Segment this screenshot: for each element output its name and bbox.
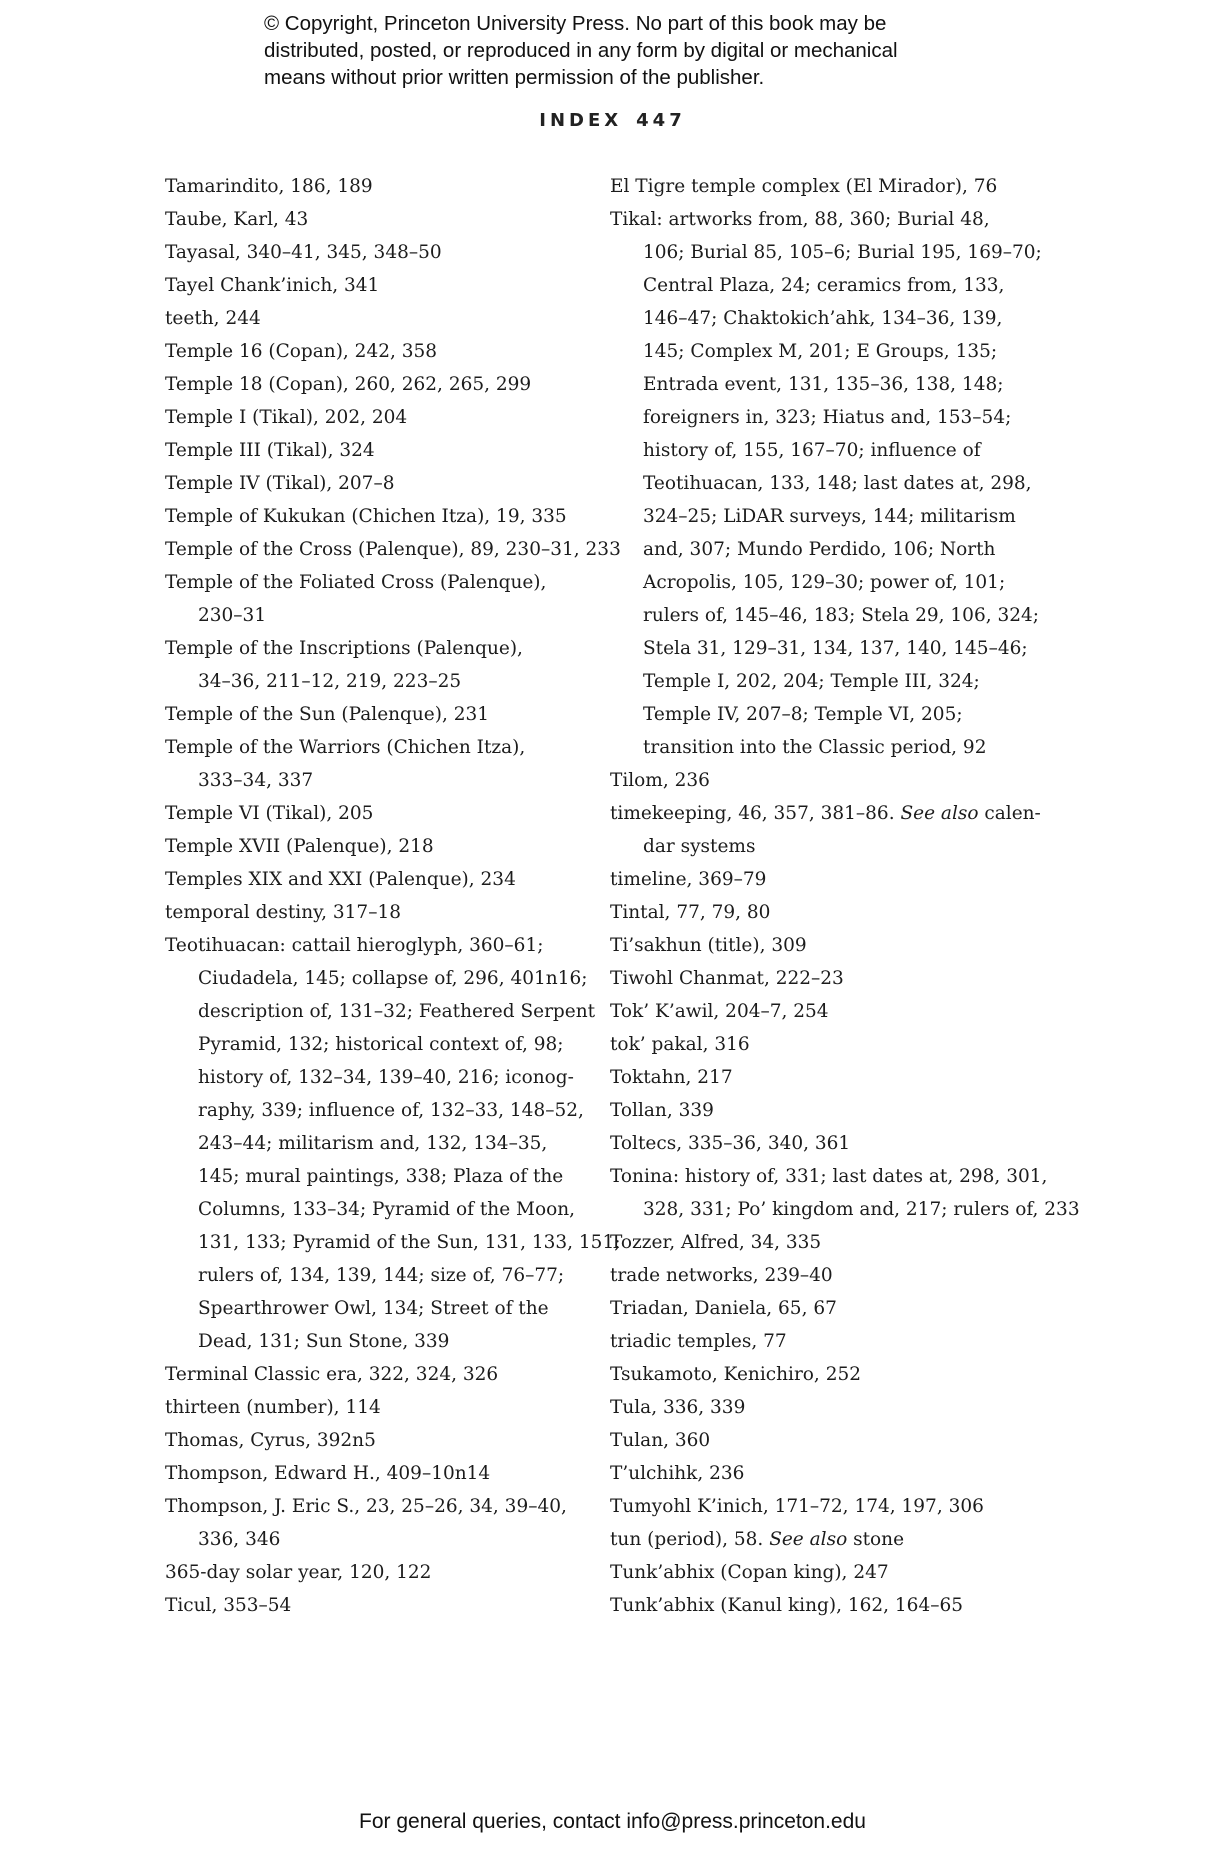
index-entry [165, 566, 595, 632]
index-entry-line: Tozzer, Alfred, 34, 335 [610, 1232, 822, 1253]
index-entry-continuation: transition into the Classic period, 92 [643, 737, 987, 758]
index-entry [610, 929, 1050, 962]
index-entry-continuation: 336, 346 [198, 1529, 281, 1550]
index-entry-continuation: raphy, 339; influence of, 132–33, 148–52, [198, 1100, 584, 1121]
cross-reference-label: See also [769, 1529, 848, 1550]
index-entry-continuation: 230–31 [198, 605, 267, 626]
index-entry-line: temporal destiny, 317–18 [165, 902, 401, 923]
index-entry-line: T’ulchihk, 236 [610, 1463, 745, 1484]
index-entry-line: 365-day solar year, 120, 122 [165, 1562, 432, 1583]
index-entry-line: Thomas, Cyrus, 392n5 [165, 1430, 376, 1451]
index-entry-line: Tonina: history of, 331; last dates at, 298, 301, [610, 1166, 1048, 1187]
index-entry [610, 962, 1050, 995]
index-entry [610, 1490, 1050, 1523]
index-entry-line: Tiwohl Chanmat, 222–23 [610, 968, 844, 989]
index-entry-continuation: history of, 132–34, 139–40, 216; iconog- [198, 1067, 574, 1088]
index-entry-line: Tumyohl K’inich, 171–72, 174, 197, 306 [610, 1496, 984, 1517]
index-entry [610, 1259, 1050, 1292]
index-entry-line: Temple I (Tikal), 202, 204 [165, 407, 408, 428]
running-head [0, 110, 1225, 131]
index-entry [610, 1226, 1050, 1259]
index-entry-line: Teotihuacan: cattail hieroglyph, 360–61; [165, 935, 544, 956]
index-entry-line: Tok’ K’awil, 204–7, 254 [610, 1001, 829, 1022]
copyright-notice [264, 10, 1024, 91]
copyright-line: © Copyright, Princeton University Press. No part of this book may be [264, 12, 887, 35]
index-entry [165, 203, 595, 236]
index-entry-line: Tunk’abhix (Copan king), 247 [610, 1562, 889, 1583]
index-entry [165, 1358, 595, 1391]
index-entry [610, 1523, 1050, 1556]
index-entry-line: Ticul, 353–54 [165, 1595, 292, 1616]
index-entry-line: Tunk’abhix (Kanul king), 162, 164–65 [610, 1595, 964, 1616]
index-entry-line: Temple IV (Tikal), 207–8 [165, 473, 395, 494]
index-entry [610, 1424, 1050, 1457]
index-entry-line: Temple VI (Tikal), 205 [165, 803, 374, 824]
footer-contact: For general queries, contact info@press.princeton.edu [359, 1810, 866, 1833]
index-entry-continuation: Spearthrower Owl, 134; Street of the [198, 1298, 549, 1319]
index-entry-line: Tilom, 236 [610, 770, 710, 791]
index-entry-line: trade networks, 239–40 [610, 1265, 833, 1286]
index-entry-continuation: description of, 131–32; Feathered Serpent [198, 1001, 596, 1022]
index-entry-continuation: 131, 133; Pyramid of the Sun, 131, 133, 151; [198, 1232, 621, 1253]
index-entry [165, 467, 595, 500]
index-entry-continuation: history of, 155, 167–70; influence of [643, 440, 981, 461]
index-entry [610, 1457, 1050, 1490]
index-entry [165, 170, 595, 203]
index-entry [610, 203, 1050, 764]
index-entry-line: Toktahn, 217 [610, 1067, 733, 1088]
index-entry-line: tok’ pakal, 316 [610, 1034, 750, 1055]
index-entry-continuation: 146–47; Chaktokich’ahk, 134–36, 139, [643, 308, 1003, 329]
index-entry-line: Temple of the Sun (Palenque), 231 [165, 704, 490, 725]
index-entry [610, 1094, 1050, 1127]
index-entry-line: timekeeping, 46, 357, 381–86. See also calen- [610, 803, 1041, 824]
index-entry-line: Thompson, J. Eric S., 23, 25–26, 34, 39–40, [165, 1496, 567, 1517]
index-entry-line: thirteen (number), 114 [165, 1397, 381, 1418]
index-entry-continuation: rulers of, 145–46, 183; Stela 29, 106, 324; [643, 605, 1040, 626]
index-entry [165, 698, 595, 731]
index-entry-continuation: 324–25; LiDAR surveys, 144; militarism [643, 506, 1016, 527]
index-entry [165, 533, 621, 566]
index-column-left [165, 170, 621, 1622]
copyright-line: means without prior written permission of the publisher. [264, 66, 765, 89]
index-entry [165, 1556, 595, 1589]
index-entry-line: Temple 18 (Copan), 260, 262, 265, 299 [165, 374, 532, 395]
index-entry-line: triadic temples, 77 [610, 1331, 787, 1352]
index-entry-continuation: dar systems [643, 836, 756, 857]
index-entry-continuation: rulers of, 134, 139, 144; size of, 76–77; [198, 1265, 565, 1286]
index-entry-continuation: foreigners in, 323; Hiatus and, 153–54; [643, 407, 1012, 428]
index-entry [165, 830, 595, 863]
index-entry-continuation: 243–44; militarism and, 132, 134–35, [198, 1133, 548, 1154]
index-entry-line: Temple of the Warriors (Chichen Itza), [165, 737, 526, 758]
index-entry-line: El Tigre temple complex (El Mirador), 76 [610, 176, 998, 197]
index-entry-continuation: 145; mural paintings, 338; Plaza of the [198, 1166, 564, 1187]
index-entry [610, 995, 1050, 1028]
index-entry-line: Tollan, 339 [610, 1100, 714, 1121]
index-entry [165, 1490, 595, 1556]
index-entry-line: Temple of the Foliated Cross (Palenque), [165, 572, 547, 593]
index-entry [610, 764, 1050, 797]
index-entry-continuation: Columns, 133–34; Pyramid of the Moon, [198, 1199, 576, 1220]
index-entry-line: Temple 16 (Copan), 242, 358 [165, 341, 438, 362]
index-entry-continuation: Teotihuacan, 133, 148; last dates at, 298, [643, 473, 1032, 494]
index-entry-line: Tikal: artworks from, 88, 360; Burial 48, [610, 209, 990, 230]
index-entry-line: Thompson, Edward H., 409–10n14 [165, 1463, 491, 1484]
index-entry [165, 236, 595, 269]
cross-reference-label: See also [900, 803, 979, 824]
index-entry-line: Toltecs, 335–36, 340, 361 [610, 1133, 851, 1154]
index-entry [610, 1292, 1050, 1325]
index-entry [165, 269, 595, 302]
index-entry [165, 335, 595, 368]
index-entry-line: Tsukamoto, Kenichiro, 252 [610, 1364, 862, 1385]
index-entry [165, 731, 595, 797]
index-entry [610, 1556, 1050, 1589]
index-column-right [610, 170, 1080, 1622]
index-entry-line: Tayasal, 340–41, 345, 348–50 [165, 242, 442, 263]
index-entry-line: Tulan, 360 [610, 1430, 711, 1451]
index-entry [610, 896, 1050, 929]
index-entry [610, 1589, 1050, 1622]
index-entry [610, 863, 1050, 896]
index-entry-continuation: Stela 31, 129–31, 134, 137, 140, 145–46; [643, 638, 1028, 659]
index-entry-line: Terminal Classic era, 322, 324, 326 [165, 1364, 499, 1385]
index-entry [165, 1424, 595, 1457]
index-entry [610, 1028, 1050, 1061]
index-entry [165, 863, 595, 896]
index-entry [610, 1061, 1050, 1094]
index-entry [610, 1325, 1050, 1358]
index-entry [165, 1589, 595, 1622]
running-head-label: INDEX [539, 110, 623, 131]
index-entry-continuation: 34–36, 211–12, 219, 223–25 [198, 671, 462, 692]
index-entry-line: Triadan, Daniela, 65, 67 [610, 1298, 837, 1319]
page-number: 447 [636, 110, 686, 131]
index-entry [610, 797, 1050, 863]
index-entry-line: Temple XVII (Palenque), 218 [165, 836, 434, 857]
index-entry [165, 1391, 595, 1424]
index-entry [165, 500, 595, 533]
index-entry-line: Tintal, 77, 79, 80 [610, 902, 771, 923]
index-entry-line: Ti’sakhun (title), 309 [610, 935, 807, 956]
index-entry-continuation: 333–34, 337 [198, 770, 314, 791]
index-entry-continuation: Entrada event, 131, 135–36, 138, 148; [643, 374, 1004, 395]
index-entry-line: teeth, 244 [165, 308, 261, 329]
index-entry [610, 170, 1050, 203]
index-entry-continuation: Temple IV, 207–8; Temple VI, 205; [643, 704, 963, 725]
index-entry-continuation: 328, 331; Po’ kingdom and, 217; rulers of, 233 [643, 1199, 1080, 1220]
index-entry-continuation: and, 307; Mundo Perdido, 106; North [643, 539, 996, 560]
index-entry [165, 302, 595, 335]
index-entry-continuation: Dead, 131; Sun Stone, 339 [198, 1331, 450, 1352]
index-entry [610, 1127, 1050, 1160]
index-entry-line: timeline, 369–79 [610, 869, 767, 890]
index-entry-continuation: 145; Complex M, 201; E Groups, 135; [643, 341, 998, 362]
index-entry [165, 896, 595, 929]
index-entry [610, 1391, 1050, 1424]
index-entry [165, 434, 595, 467]
index-entry [165, 1457, 595, 1490]
copyright-line: distributed, posted, or reproduced in any form by digital or mechanical [264, 39, 898, 62]
index-entry-continuation: Ciudadela, 145; collapse of, 296, 401n16; [198, 968, 588, 989]
index-entry-line: Tayel Chank’inich, 341 [165, 275, 380, 296]
index-entry-continuation: Temple I, 202, 204; Temple III, 324; [643, 671, 980, 692]
index-entry [165, 797, 595, 830]
index-entry [165, 368, 595, 401]
index-entry-line: Temple III (Tikal), 324 [165, 440, 375, 461]
index-entry-line: Temple of Kukukan (Chichen Itza), 19, 335 [165, 506, 567, 527]
index-entry-continuation: Central Plaza, 24; ceramics from, 133, [643, 275, 1005, 296]
index-entry [165, 401, 595, 434]
index-entry-continuation: Acropolis, 105, 129–30; power of, 101; [643, 572, 1006, 593]
index-entry-line: Tula, 336, 339 [610, 1397, 746, 1418]
index-entry-line: Temple of the Inscriptions (Palenque), [165, 638, 523, 659]
index-entry-line: Temple of the Cross (Palenque), 89, 230–31, 233 [165, 539, 621, 560]
index-entry-line: Temples XIX and XXI (Palenque), 234 [165, 869, 516, 890]
index-entry [165, 929, 621, 1358]
index-entry-line: tun (period), 58. See also stone [610, 1529, 905, 1550]
index-entry [165, 632, 595, 698]
index-entry-line: Taube, Karl, 43 [165, 209, 309, 230]
index-entry-continuation: Pyramid, 132; historical context of, 98; [198, 1034, 564, 1055]
index-entry-continuation: 106; Burial 85, 105–6; Burial 195, 169–70; [643, 242, 1042, 263]
index-entry-line: Tamarindito, 186, 189 [165, 176, 373, 197]
index-entry [610, 1160, 1080, 1226]
index-entry [610, 1358, 1050, 1391]
